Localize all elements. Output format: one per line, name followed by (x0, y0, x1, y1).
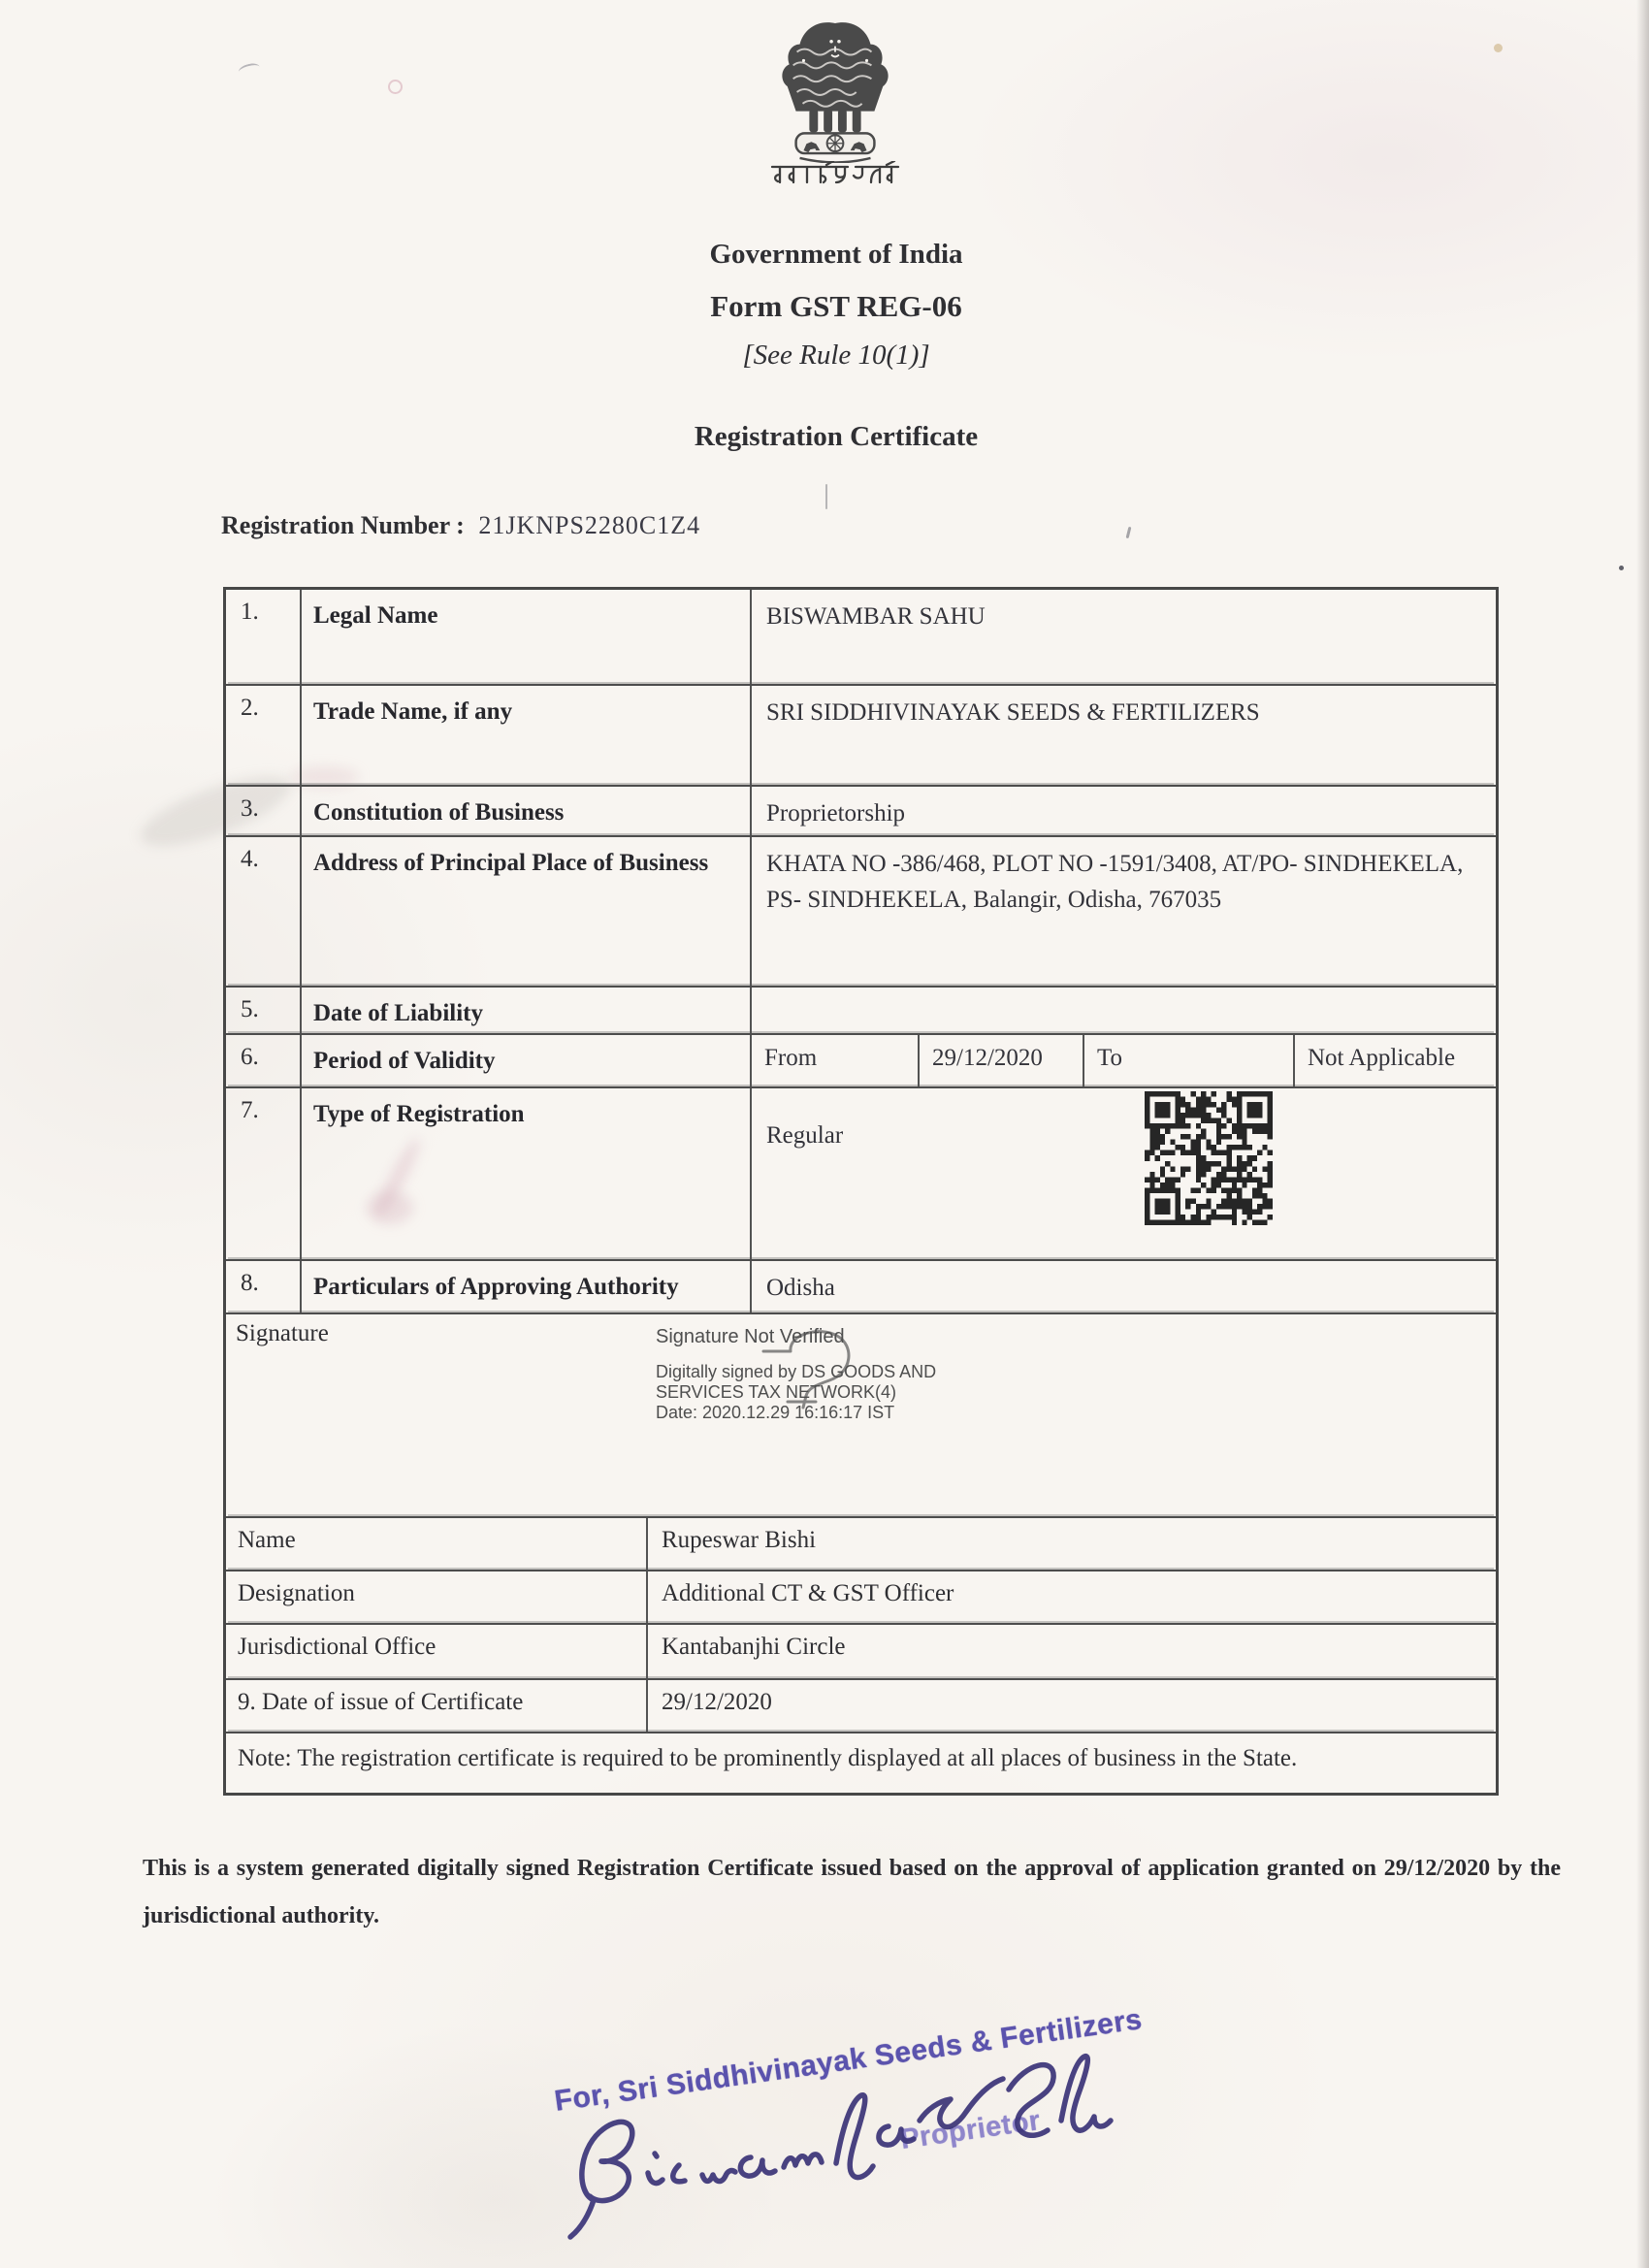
officer-row-value: 29/12/2020 (662, 1689, 772, 1715)
row-number: 3. (226, 787, 302, 835)
row-number: 8. (226, 1261, 302, 1312)
row-number: 4. (226, 837, 302, 986)
registration-number-value: 21JKNPS2280C1Z4 (478, 511, 701, 539)
scan-speck (1619, 566, 1624, 570)
stamp-for-line: For, Sri Siddhivinayak Seeds & Fertilizers (552, 2003, 1145, 2118)
row-label: Address of Principal Place of Business (302, 837, 752, 986)
row-label: Type of Registration (302, 1088, 752, 1259)
table-row-date-of-liability (226, 986, 1496, 1033)
row-label: Trade Name, if any (302, 686, 752, 785)
validity-to-label: To (1084, 1035, 1295, 1086)
officer-row-label: Jurisdictional Office (226, 1625, 648, 1678)
scan-speck (825, 484, 827, 509)
registration-type-value: Regular (766, 1122, 844, 1149)
digital-signature-block (656, 1326, 936, 1423)
officer-row-jurisdictional-office (226, 1623, 1496, 1678)
emblem-of-india (768, 17, 902, 163)
validity-from-date: 29/12/2020 (920, 1035, 1084, 1086)
row-value: KHATA NO -386/468, PLOT NO -1591/3408, AT/PO- SINDHEKELA, PS- SINDHEKELA, Balangir, Odisha, 767035 (766, 851, 1464, 913)
handwritten-signature (561, 2000, 1123, 2243)
table-row-trade-name (226, 684, 1496, 785)
table-row-period-of-validity (226, 1033, 1496, 1086)
proprietor-stamp: Proprietor (898, 2105, 1043, 2155)
form-name-heading: Form GST REG-06 (710, 289, 962, 323)
scan-speck (1494, 44, 1503, 52)
officer-row-value: Kantabanjhi Circle (662, 1634, 846, 1660)
table-row-approving-authority (226, 1259, 1496, 1312)
row-label: Date of Liability (302, 988, 752, 1033)
emblem-caption-satyameva-jayate (770, 161, 900, 188)
digitally-signed-by-line: Digitally signed by DS GOODS AND (656, 1362, 937, 1381)
digitally-signed-by-line: SERVICES TAX NETWORK(4) (656, 1382, 897, 1402)
validity-from-label: From (752, 1035, 920, 1086)
scan-speck (388, 80, 403, 94)
note-text: Note: The registration certificate is required to be prominently displayed at all places of business in the State. (238, 1745, 1298, 1771)
row-number: 6. (226, 1035, 302, 1086)
row-number: 1. (226, 590, 302, 684)
officer-row-date-of-issue (226, 1678, 1496, 1732)
officer-row-label: Name (226, 1518, 648, 1570)
registration-table (223, 587, 1499, 1796)
row-label: Period of Validity (302, 1035, 752, 1086)
scan-speck (1126, 527, 1132, 538)
table-row-legal-name (226, 590, 1496, 684)
signature-not-verified-text: Signature Not Verified (656, 1326, 845, 1347)
signature-row (226, 1312, 1496, 1516)
row-value (752, 988, 1496, 1033)
government-of-india-heading: Government of India (709, 239, 963, 270)
row-number: 2. (226, 686, 302, 785)
signature-cell (226, 1314, 1496, 1516)
scan-speck (238, 62, 261, 78)
signature-label: Signature (236, 1320, 329, 1346)
system-generated-statement: This is a system generated digitally signed Registration Certificate issued based on the approval of application granted on 29/12/2020 by the jurisdictional authority. (143, 1856, 1561, 1928)
officer-row-label: 9. Date of issue of Certificate (226, 1680, 648, 1732)
officer-row-designation (226, 1570, 1496, 1623)
officer-row-value: Additional CT & GST Officer (662, 1580, 954, 1606)
officer-row-label: Designation (226, 1571, 648, 1623)
validity-cells (752, 1035, 1496, 1086)
validity-to-value: Not Applicable (1308, 1045, 1456, 1071)
certificate-title: Registration Certificate (694, 421, 979, 452)
row-value: BISWAMBAR SAHU (766, 603, 986, 630)
row-label: Constitution of Business (302, 787, 752, 835)
table-row-constitution (226, 785, 1496, 835)
registration-number-line (221, 511, 700, 540)
signature-date-line: Date: 2020.12.29 16:16:17 IST (656, 1403, 895, 1422)
officer-row-name (226, 1516, 1496, 1570)
registration-number-label: Registration Number : (221, 511, 465, 539)
row-value (752, 1088, 1496, 1259)
row-label: Legal Name (302, 590, 752, 684)
row-label: Particulars of Approving Authority (302, 1261, 752, 1312)
row-number: 5. (226, 988, 302, 1033)
row-value: Odisha (766, 1275, 835, 1301)
table-row-address (226, 835, 1496, 986)
table-row-type-of-registration (226, 1086, 1496, 1259)
row-value: SRI SIDDHIVINAYAK SEEDS & FERTILIZERS (766, 699, 1260, 726)
qr-code (1145, 1091, 1273, 1225)
row-number: 7. (226, 1088, 302, 1259)
rule-reference: [See Rule 10(1)] (742, 340, 930, 371)
officer-row-value: Rupeswar Bishi (662, 1527, 817, 1553)
row-value: Proprietorship (766, 800, 906, 826)
note-row (226, 1732, 1496, 1793)
